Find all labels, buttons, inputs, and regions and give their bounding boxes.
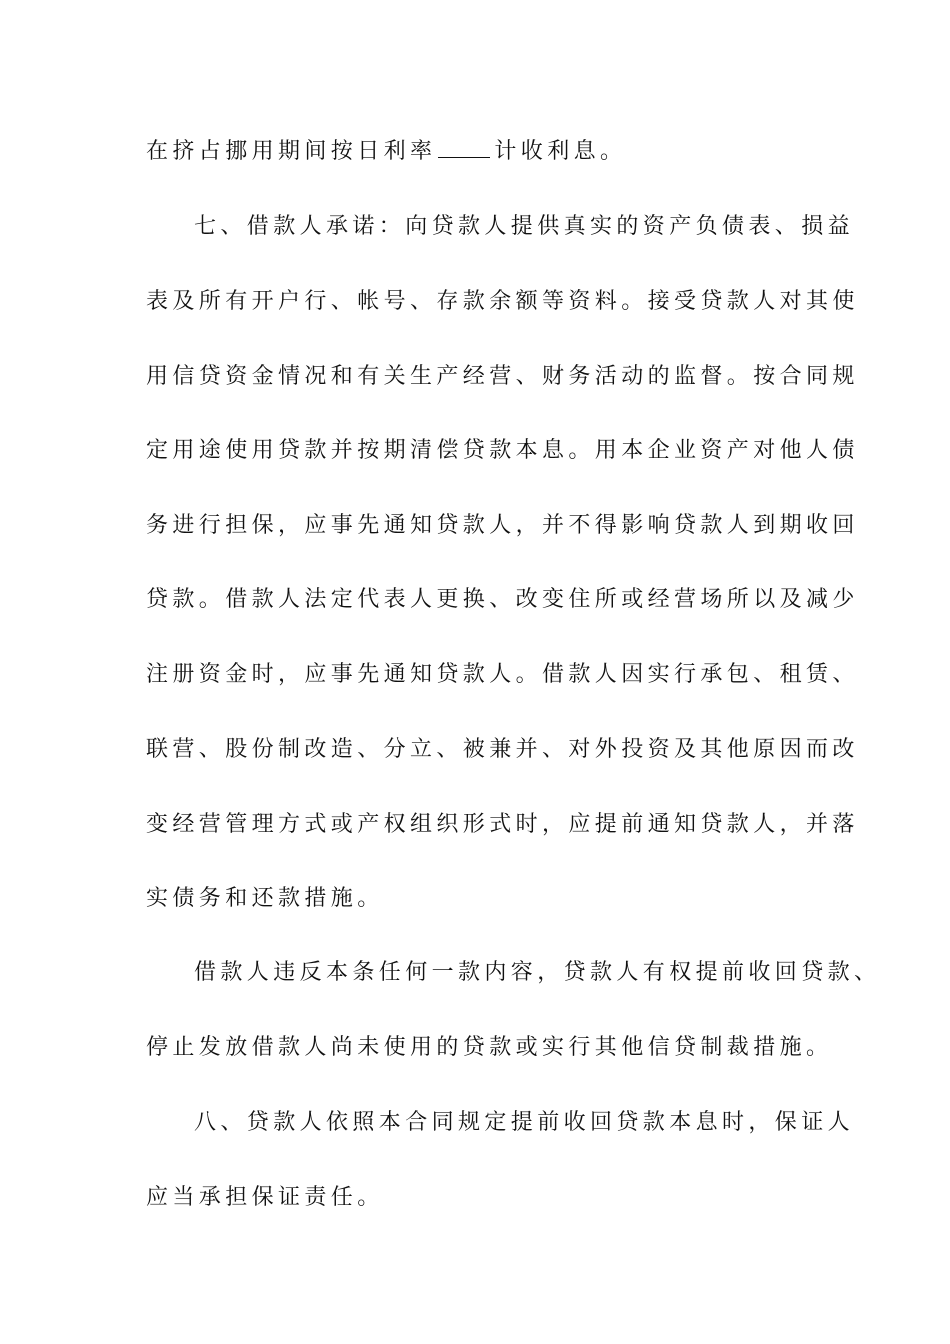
blank-rate-field bbox=[438, 137, 490, 158]
text-line-clause-7-start: 七、借款人承诺：向贷款人提供真实的资产负债表、损益 bbox=[194, 214, 855, 239]
text-line: 联营、股份制改造、分立、被兼并、对外投资及其他原因而改 bbox=[146, 737, 859, 762]
text-line: 应当承担保证责任。 bbox=[146, 1185, 384, 1210]
text-line: 停止发放借款人尚未使用的贷款或实行其他信贷制裁措施。 bbox=[146, 1035, 833, 1060]
text-line-violation-start: 借款人违反本条任何一款内容，贷款人有权提前收回贷款、 bbox=[194, 960, 881, 985]
interest-clause-end: 计收利息。 bbox=[494, 139, 627, 164]
text-line: 表及所有开户行、帐号、存款余额等资料。接受贷款人对其使 bbox=[146, 289, 859, 314]
text-line: 实债务和还款措施。 bbox=[146, 886, 384, 911]
text-line: 务进行担保，应事先通知贷款人，并不得影响贷款人到期收回 bbox=[146, 513, 859, 538]
text-line: 定用途使用贷款并按期清偿贷款本息。用本企业资产对他人债 bbox=[146, 438, 859, 463]
text-line: 注册资金时，应事先通知贷款人。借款人因实行承包、租赁、 bbox=[146, 662, 859, 687]
interest-clause-start: 在挤占挪用期间按日利率 bbox=[146, 139, 437, 164]
text-line: 用信贷资金情况和有关生产经营、财务活动的监督。按合同规 bbox=[146, 364, 859, 389]
text-line-clause-8-start: 八、贷款人依照本合同规定提前收回贷款本息时，保证人 bbox=[194, 1110, 855, 1135]
text-line-interest bbox=[146, 137, 806, 167]
text-line: 变经营管理方式或产权组织形式时，应提前通知贷款人，并落 bbox=[146, 812, 859, 837]
text-line: 贷款。借款人法定代表人更换、改变住所或经营场所以及减少 bbox=[146, 587, 859, 612]
